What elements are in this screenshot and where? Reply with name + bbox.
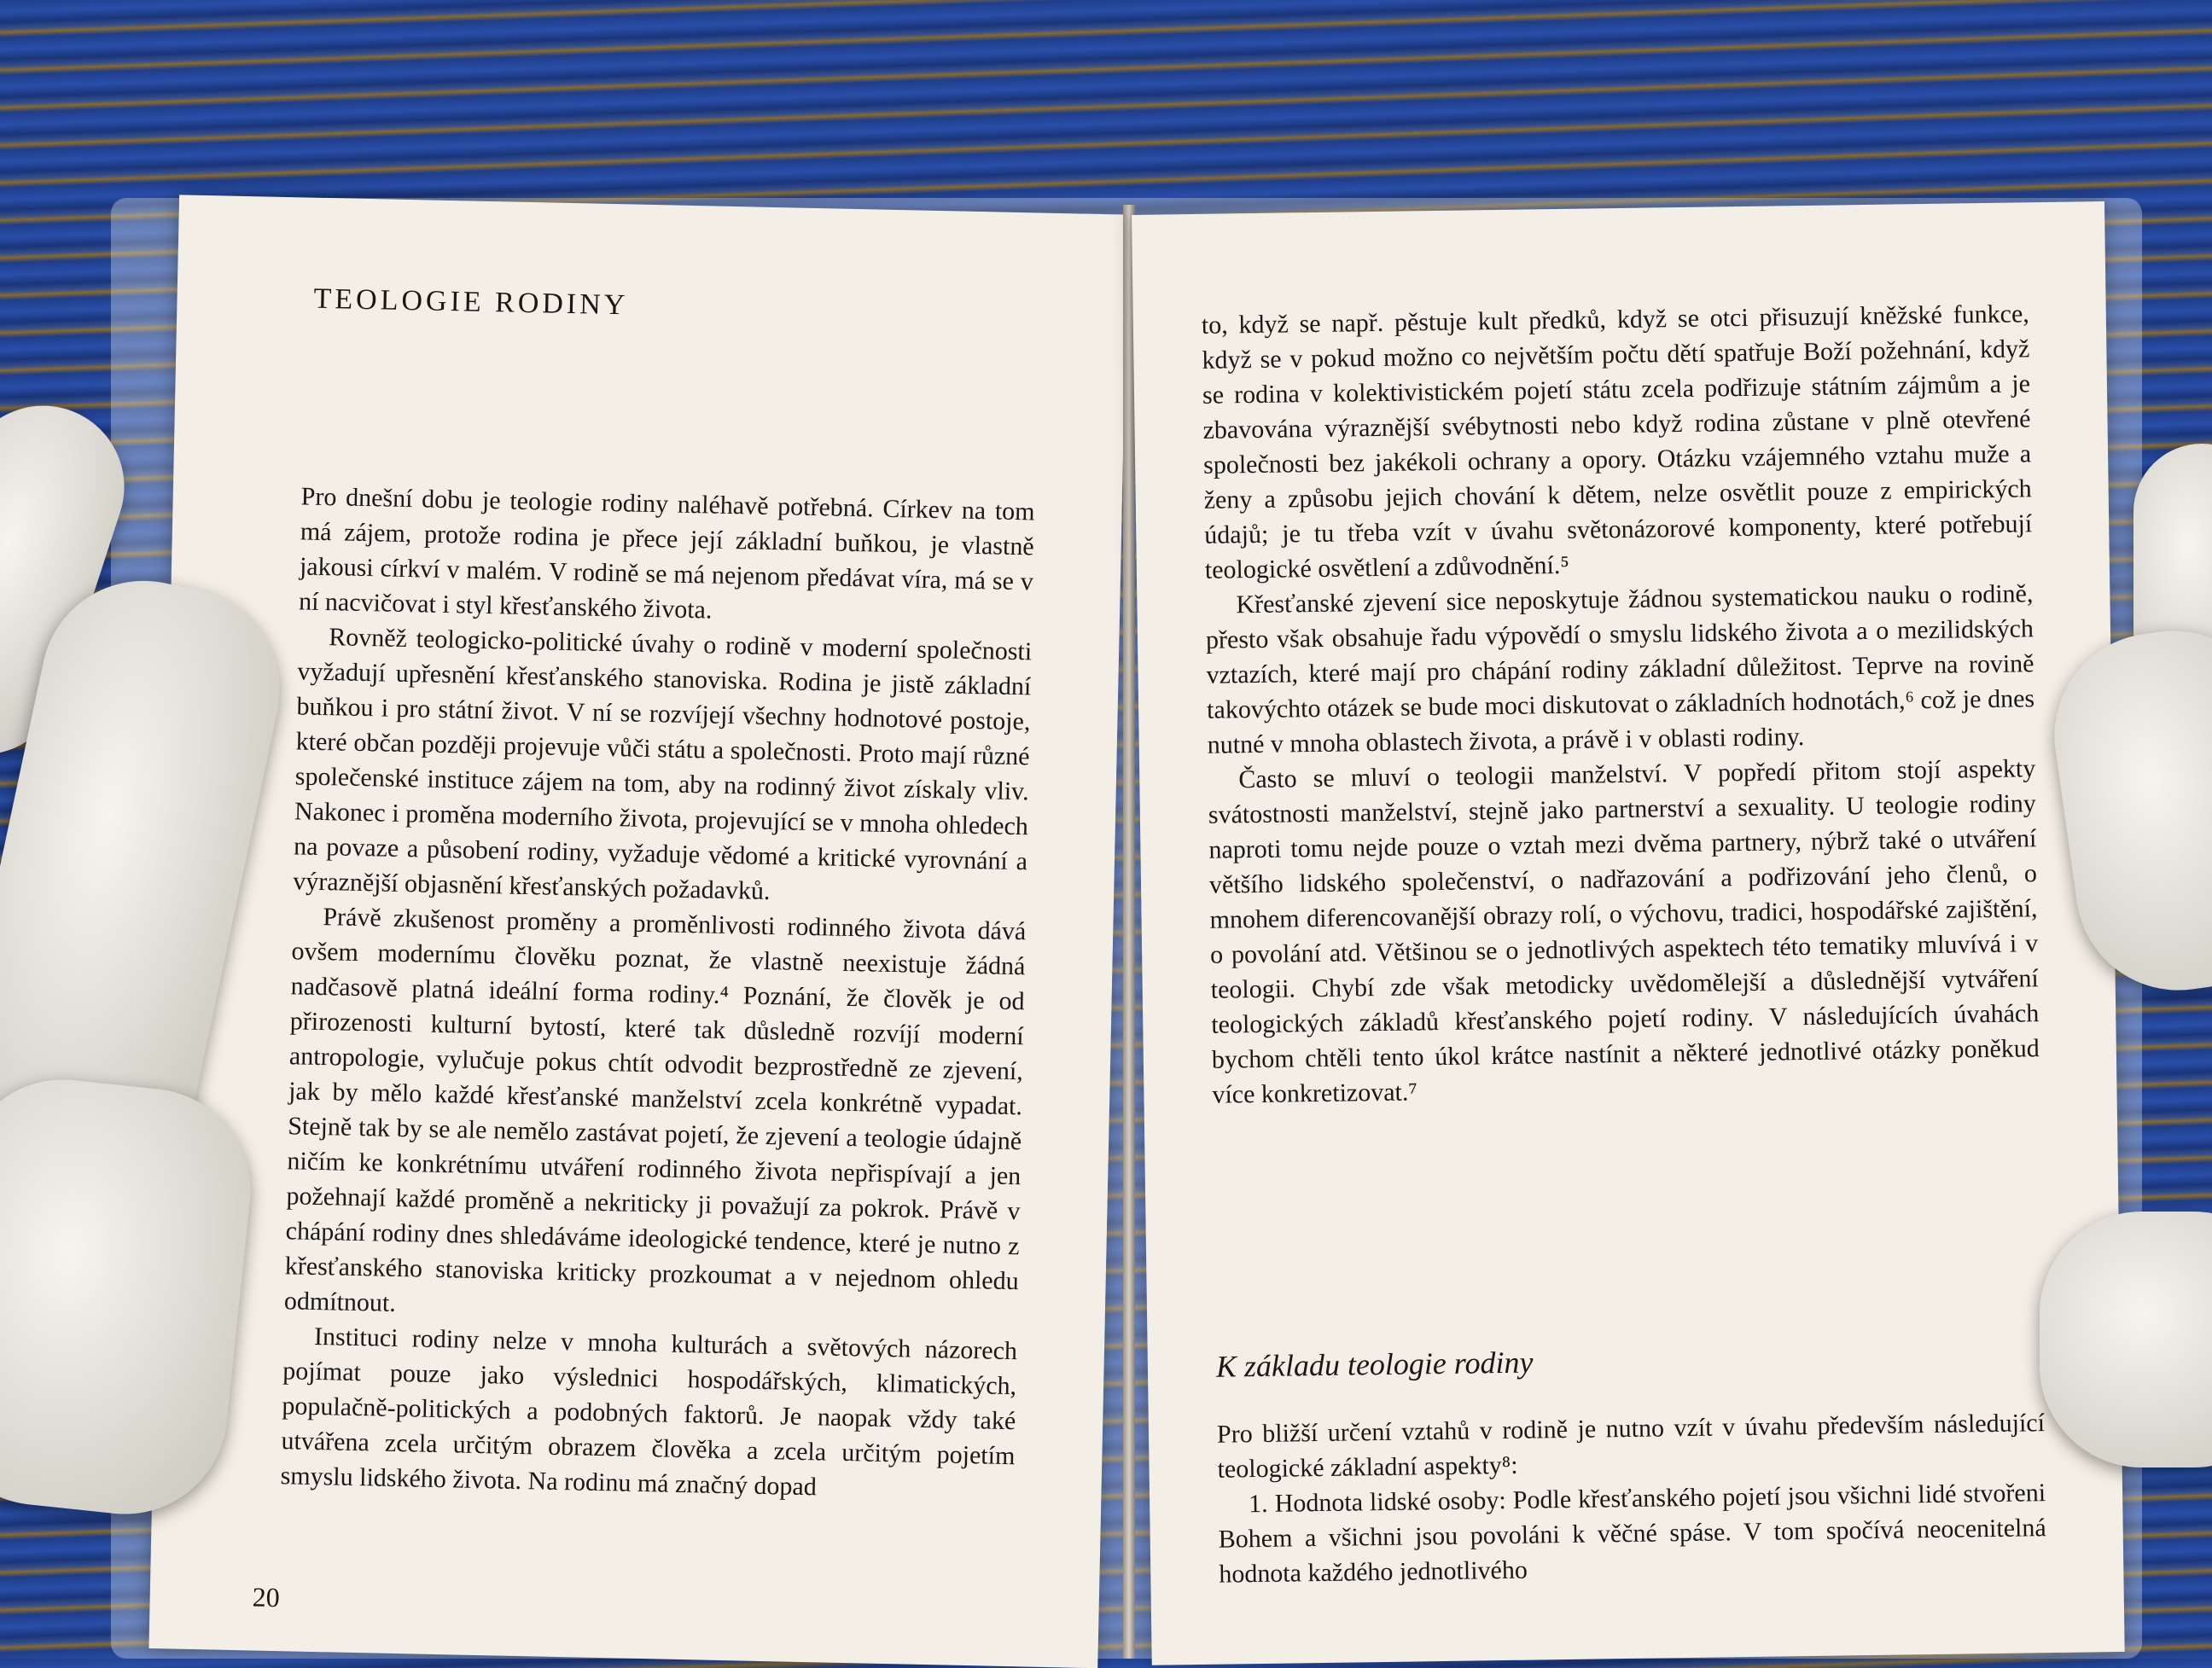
gloved-finger bbox=[2040, 1212, 2212, 1467]
paragraph: Pro bližší určení vztahů v rodině je nutno vzít v úvahu především následující teologické základní aspekty⁸: bbox=[1216, 1409, 2046, 1484]
right-body-text bbox=[1202, 296, 2040, 1112]
paragraph: Právě zkušenost proměny a proměnlivosti rodinného života dává ovšem modernímu člověku poznat, že vlastně neexistuje žádná nadčasově platná ideální forma rodiny.⁴ Poznání, že člověk je od přirozenosti kulturní bytostí, které tak důsledně rozvíjí moderní antropologie, vylučuje pokus chtít odvodit bezprostředně ze zjevení, jak by mělo každé křesťanské manželství zcela konkrétně vypadat. Stejně tak by se ale nemělo zastávat pojetí, že zjevení a teologie údajně ničím ke konkrétnímu utváření rodinného života nepřispívají a jen požehnají každé proměně a nekriticky ji považují za pokrok. Právě v chápání rodiny dnes shledáváme ideologické tendence, které je nutno z křesťanského stanoviska kriticky prozkoumat a v nejednom ohledu odmítnout. bbox=[283, 903, 1027, 1317]
paragraph: Rovněž teologicko-politické úvahy o rodině v moderní společnosti vyžadují upřesnění křesťanského stanoviska. Rodina je jistě základní buňkou i pro státní život. V ní se rozvíjejí všechny hodnotové postoje, které občan později projevuje vůči státu a společnosti. Proto mají různé společenské instituce zájem na tom, aby na rodinný život získaly vliv. Nakonec i proměna moderního života, projevující se v mnoha ohledech na povaze a působení rodiny, vyžaduje vědomé a kritické vyrovnání a výraznější objasnění křesťanských požadavků. bbox=[292, 623, 1033, 906]
page-number: 20 bbox=[252, 1581, 281, 1613]
paragraph: 1. Hodnota lidské osoby: Podle křesťanského pojetí jsou všichni lidé stvořeni Bohem a všichni jsou povoláni k věčné spáse. V tom spočívá neocenitelná hodnota každého jednotlivého bbox=[1218, 1479, 2046, 1589]
section-heading: K základu teologie rodiny bbox=[1215, 1345, 1534, 1384]
paragraph: Křesťanské zjevení sice neposkytuje žádnou systematickou nauku o rodině, přesto však obsahuje řadu výpovědí o smyslu lidského života a o mezilidských vztazích, které mají pro chápání rodiny základní důležitost. Teprve na rovině takovýchto otázek se bude moci diskutovat o základních hodnotách,⁶ což je dnes nutné v mnoha oblastech života, a právě i v oblasti rodiny. bbox=[1205, 579, 2035, 759]
book-gutter bbox=[1123, 205, 1135, 1659]
paragraph: Často se mluví o teologii manželství. V popředí přitom stojí aspekty svátostnosti manželství, stejně jako partnerství a sexuality. U teologie rodiny naproti tomu nejde pouze o vztah mezi dvěma partnery, nýbrž také o utváření většího lidského společenství, o nadřazování a podřizování jeho členů, o mnohem diferencovanější obrazy rolí, o výchovu, tradici, hospodářské zajištění, o povolání atd. Většinou se o jednotlivých aspektech této tematiky mluvívá i v teologii. Chybí zde však metodicky uvědomělejší a důslednější vytváření teologických základů křesťanského pojetí rodiny. V následujících úvahách bychom chtěli tento úkol krátce nastínit a některé jednotlivé otázky poněkud více konkretizovat.⁷ bbox=[1208, 754, 2040, 1109]
left-page bbox=[148, 195, 1127, 1668]
right-page bbox=[1132, 201, 2125, 1665]
paragraph: to, když se např. pěstuje kult předků, když se otci přisuzují kněžské funkce, když se v pokud možno co největším počtu dětí spatřuje Boží požehnání, když se rodina v kolektivistickém pojetí státu zcela podřizuje státním zájmům a je zbavována výraznější svébytnosti nebo když rodina zůstane v plně otevřené společnosti bez jakékoli ochrany a opory. Otázku vzájemného vztahu muže a ženy a způsobu jejich chování k dětem, nelze osvětlit pouze z empirických údajů; je tu třeba vzít v úvahu světonázorové komponenty, které potřebují teologické osvětlení a zdůvodnění.⁵ bbox=[1201, 299, 2033, 584]
running-header: TEOLOGIE RODINY bbox=[313, 282, 629, 322]
left-body-text bbox=[280, 479, 1035, 1508]
paragraph: Instituci rodiny nelze v mnoha kulturách a světových názorech pojímat pouze jako výslednici hospodářských, klimatických, populačně-politických a podobných faktorů. Je naopak vždy také utvářena zcela určitým obrazem člověka a zcela určitým pojetím smyslu lidského života. Na rodinu má značný dopad bbox=[280, 1322, 1018, 1502]
paragraph: Pro dnešní dobu je teologie rodiny naléhavě potřebná. Církev na tom má zájem, protože rodina je přece její základní buňkou, je vlastně jakousi církví v malém. V rodině se má nejenom předávat víra, má se v ní nacvičovat i styl křesťanského života. bbox=[298, 482, 1035, 625]
right-bottom-text bbox=[1217, 1405, 2047, 1592]
